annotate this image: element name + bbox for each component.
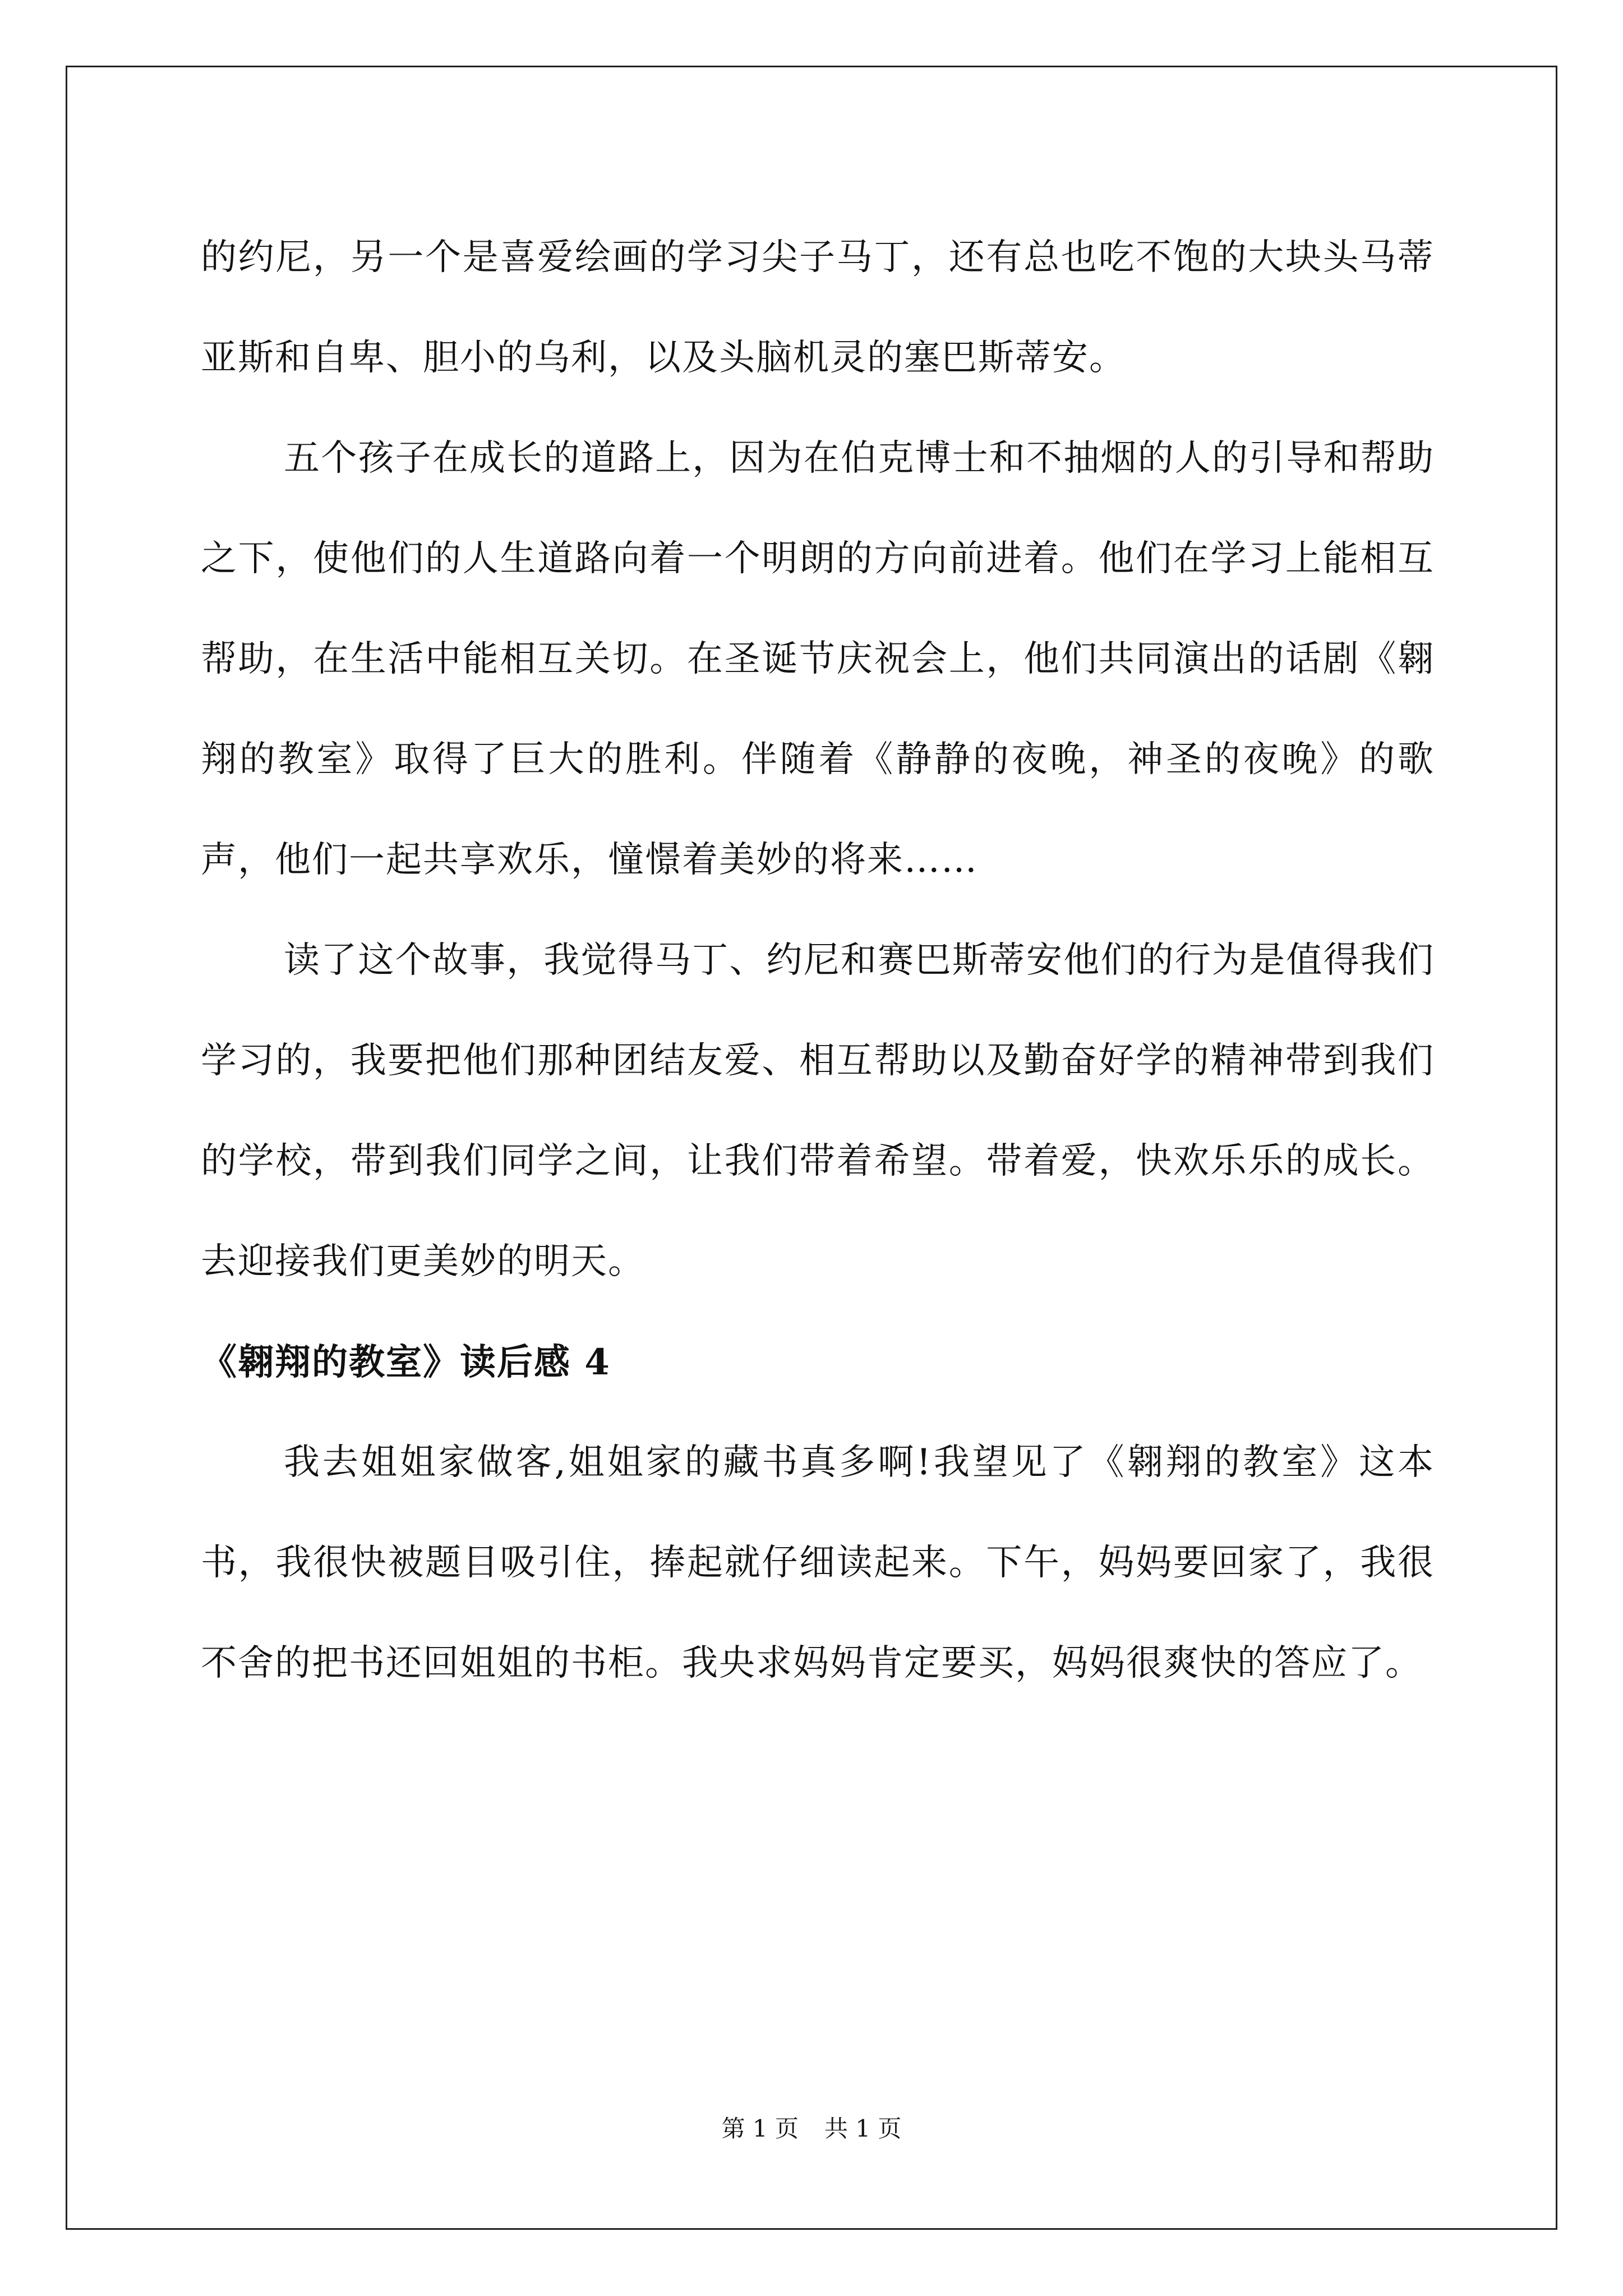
paragraph: 五个孩子在成长的道路上，因为在伯克博士和不抽烟的人的引导和帮助之下，使他们的人生道路向着一个明朗的方向前进着。他们在学习上能相互帮助，在生活中能相互关切。在圣诞节庆祝会上，他们共同演出的话剧《翱翔的教室》取得了巨大的胜利。伴随着《静静的夜晚，神圣的夜晚》的歌声，他们一起共享欢乐，憧憬着美妙的将来……: [201, 438, 1435, 881]
paragraph: 我去姐姐家做客,姐姐家的藏书真多啊!我望见了《翱翔的教室》这本书，我很快被题目吸引住，捧起就仔细读起来。下午，妈妈要回家了，我很不舍的把书还回姐姐的书柜。我央求妈妈肯定要买，妈妈很爽快的答应了。: [201, 1442, 1435, 1684]
paragraph: 的约尼，另一个是喜爱绘画的学习尖子马丁，还有总也吃不饱的大块头马蒂亚斯和自卑、胆小的乌利，以及头脑机灵的塞巴斯蒂安。: [201, 237, 1435, 379]
page-total: 共 1 页: [824, 2115, 902, 2142]
paragraph: 读了这个故事，我觉得马丁、约尼和赛巴斯蒂安他们的行为是值得我们学习的，我要把他们那种团结友爱、相互帮助以及勤奋好学的精神带到我们的学校，带到我们同学之间，让我们带着希望。带着爱，快欢乐乐的成长。去迎接我们更美妙的明天。: [201, 940, 1435, 1282]
section-title: 《翱翔的教室》读后感 4: [201, 1341, 611, 1383]
document-body: [201, 208, 1435, 1714]
page-number: 第 1 页: [721, 2115, 799, 2142]
page-footer: [0, 2110, 1623, 2144]
